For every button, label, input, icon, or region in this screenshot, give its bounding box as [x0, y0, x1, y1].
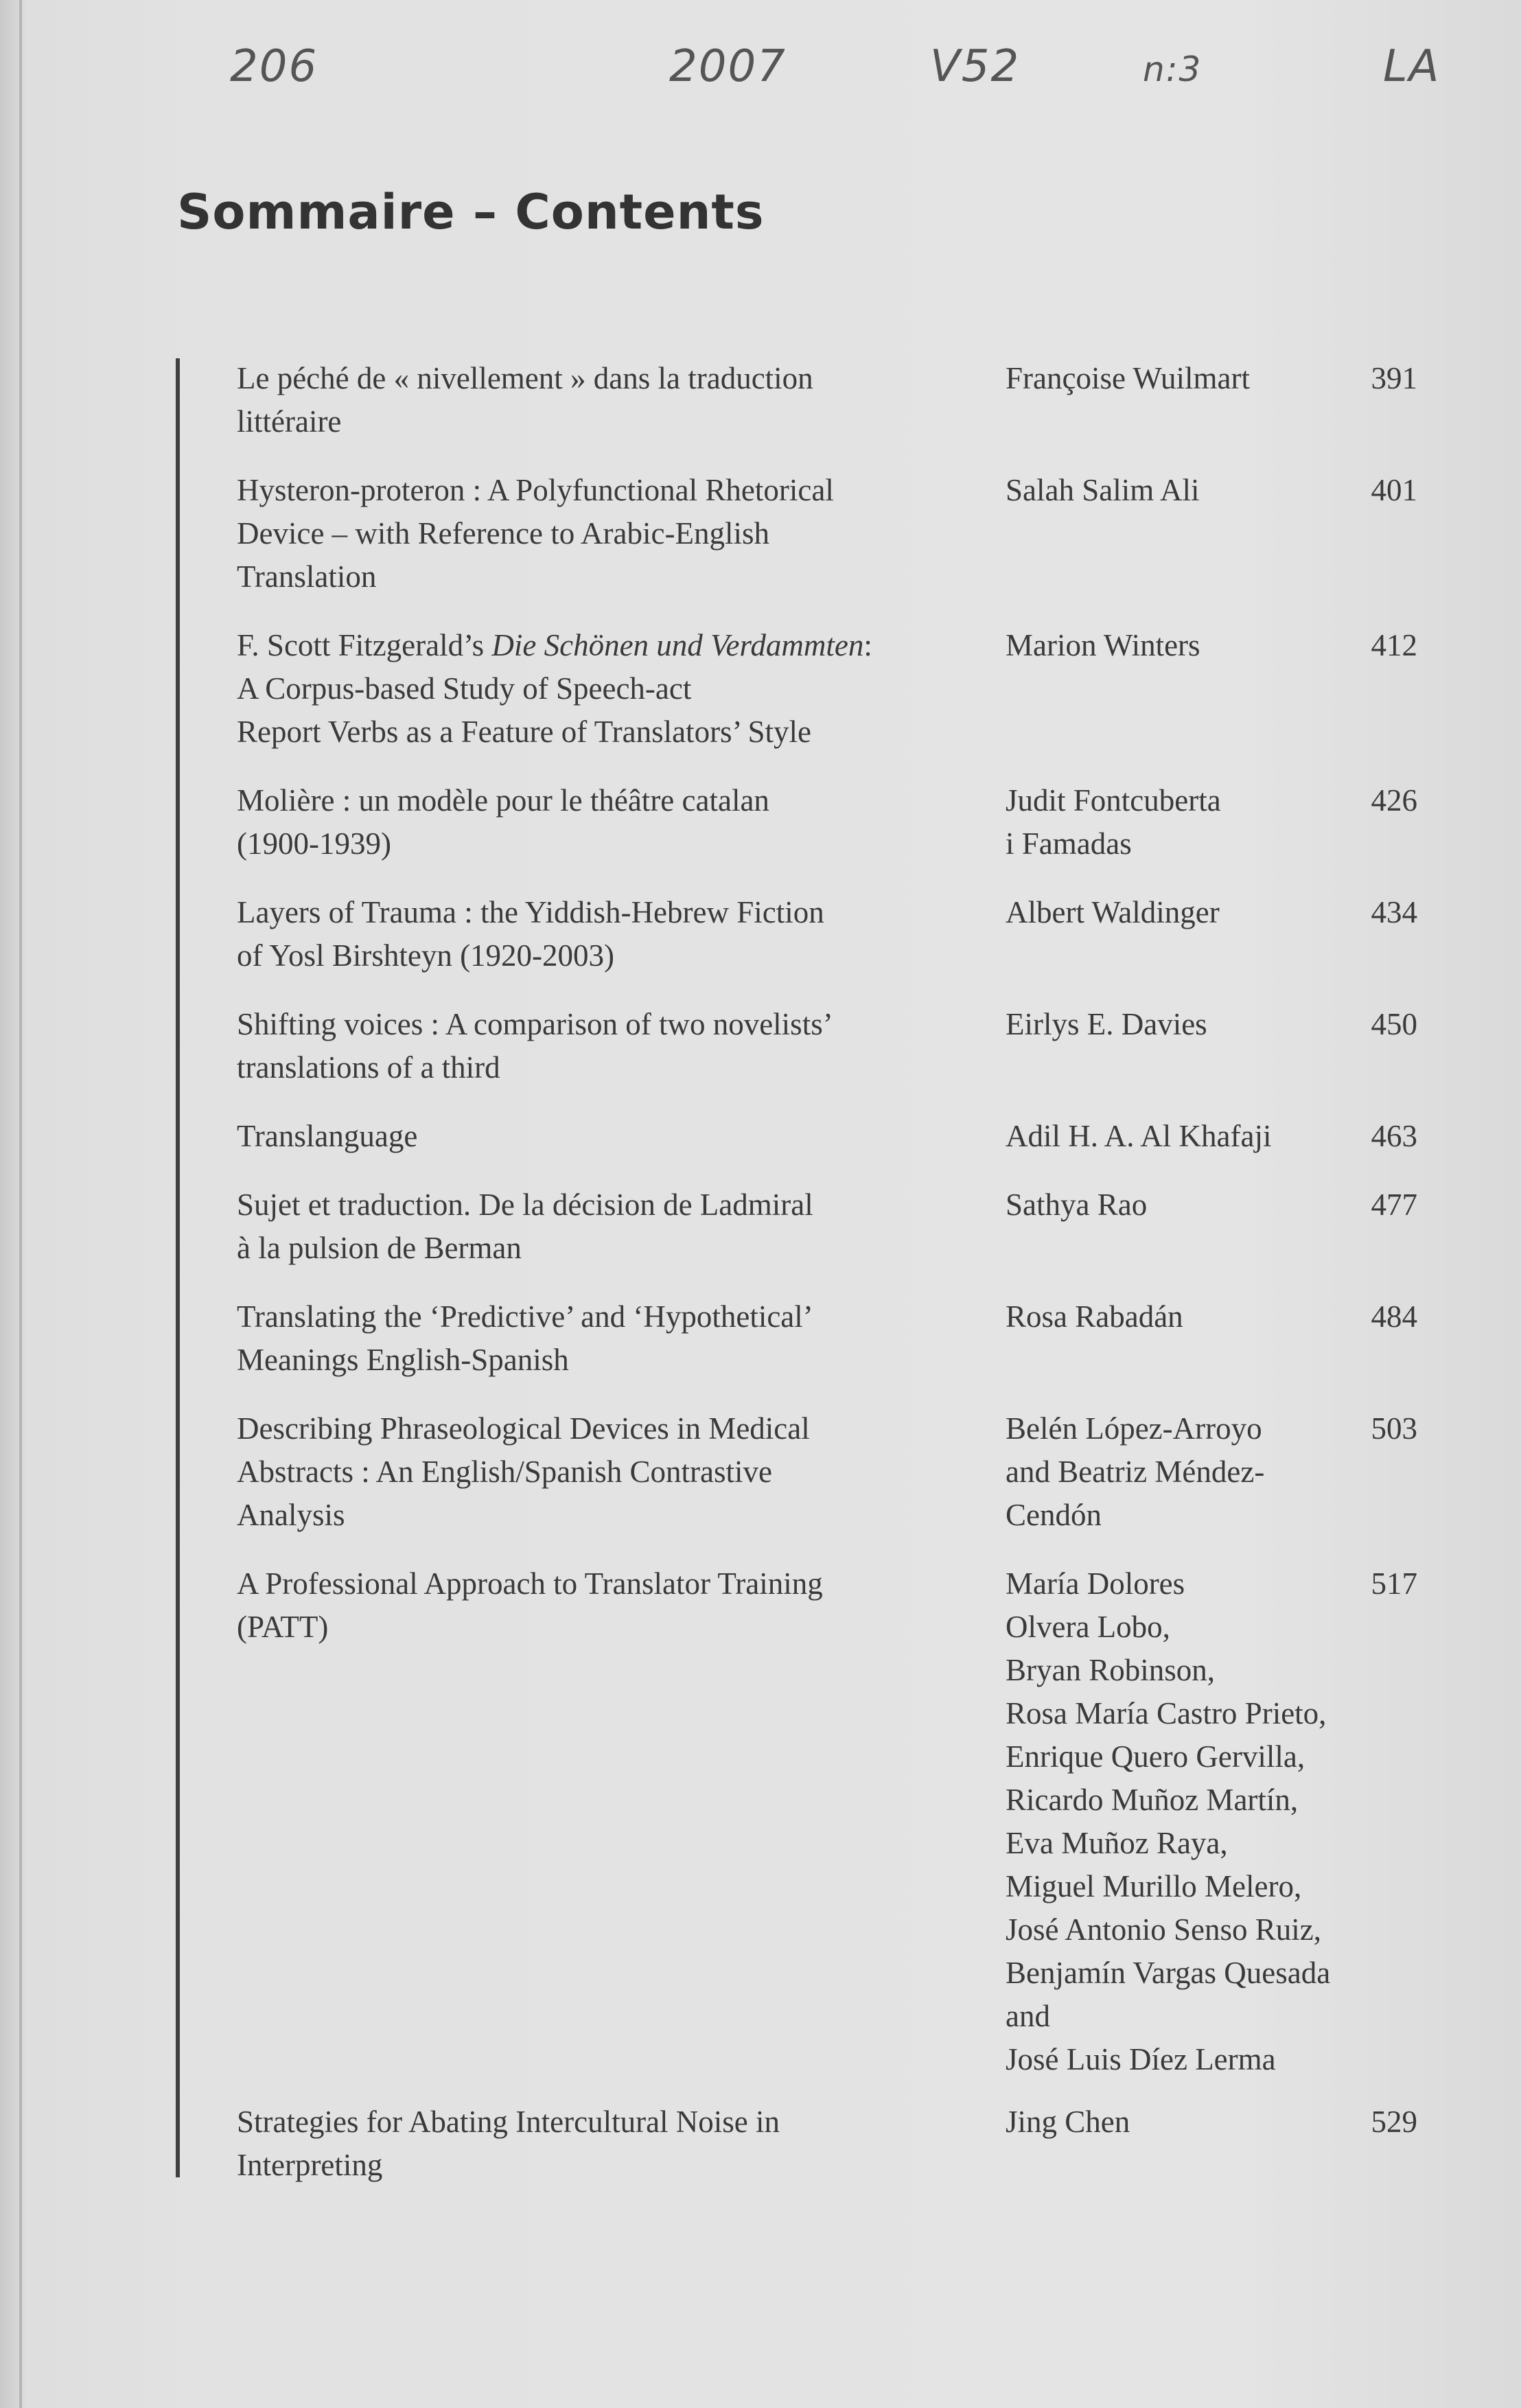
entry-author: Salah Salim Ali	[1006, 473, 1200, 507]
entry-title: Strategies for Abating Intercultural Noise in Interpreting	[237, 2105, 780, 2182]
entry-page: 477	[1371, 1188, 1417, 1222]
entry-author: Sathya Rao	[1006, 1188, 1148, 1222]
handwritten-note: 206	[230, 41, 318, 92]
entry-page: 412	[1371, 628, 1417, 662]
entry-title: Shifting voices : A comparison of two novelists’ translations of a third	[237, 1007, 833, 1085]
toc-entry	[237, 1183, 1417, 1270]
toc-entry	[237, 1562, 1417, 2081]
entry-page: 426	[1371, 783, 1417, 818]
entry-author: Marion Winters	[1006, 628, 1200, 662]
entry-author: Judit Fontcuberta i Famadas	[1006, 783, 1221, 861]
entry-page: 503	[1371, 1411, 1417, 1446]
entry-page: 463	[1371, 1119, 1417, 1153]
toc-entry	[237, 2100, 1417, 2187]
toc-entry	[237, 357, 1417, 443]
entry-title-italic: Die Schönen und Verdammten	[491, 628, 864, 662]
entry-author: Adil H. A. Al Khafaji	[1006, 1119, 1272, 1153]
entry-page: 401	[1371, 473, 1417, 507]
handwritten-note: V52	[930, 41, 1021, 92]
entry-title: Translanguage	[237, 1119, 418, 1153]
entry-author: Eirlys E. Davies	[1006, 1007, 1207, 1041]
entry-title-prefix: F. Scott Fitzgerald’s	[237, 628, 492, 662]
entry-title	[237, 624, 1006, 754]
entry-title: Describing Phraseological Devices in Medical Abstracts : An English/Spanish Contrastive Analysis	[237, 1411, 810, 1532]
handwritten-note: n:3	[1143, 49, 1203, 89]
toc-entry	[237, 624, 1417, 754]
entry-author: Rosa Rabadán	[1006, 1299, 1183, 1334]
entry-author: Belén López-Arroyo and Beatriz Méndez- Cendón	[1006, 1411, 1265, 1532]
toc-entry	[237, 1003, 1417, 1089]
entry-title: A Professional Approach to Translator Training (PATT)	[237, 1566, 823, 1644]
entry-page: 484	[1371, 1299, 1417, 1334]
entry-author: Jing Chen	[1006, 2105, 1130, 2139]
toc-entry	[237, 469, 1417, 599]
entry-title: Layers of Trauma : the Yiddish-Hebrew Fiction of Yosl Birshteyn (1920-2003)	[237, 895, 824, 973]
entry-title: Le péché de « nivellement » dans la traduction littéraire	[237, 361, 813, 439]
entry-author: María Dolores Olvera Lobo, Bryan Robinson, Rosa María Castro Prieto, Enrique Quero Gervilla, Ricardo Muñoz Martín, Eva Muñoz Raya, Miguel Murillo Melero, José Antonio Senso Ruiz, Benjamín Vargas Quesada and José Luis Díez Lerma	[1006, 1566, 1331, 2076]
toc-entry	[237, 1295, 1417, 1382]
entry-title: Sujet et traduction. De la décision de Ladmiral à la pulsion de Berman	[237, 1188, 813, 1265]
entry-title-suffix: : A Corpus-based Study of Speech-act Report Verbs as a Feature of Translators’ Style	[237, 628, 872, 749]
vertical-rule	[176, 358, 180, 2177]
entry-page: 391	[1371, 361, 1417, 395]
entry-page: 517	[1371, 1566, 1417, 1601]
entry-page: 529	[1371, 2105, 1417, 2139]
entry-title: Translating the ‘Predictive’ and ‘Hypothetical’ Meanings English-Spanish	[237, 1299, 813, 1377]
page-title: Sommaire – Contents	[177, 184, 765, 240]
entry-author: Albert Waldinger	[1006, 895, 1220, 929]
toc-entry	[237, 1115, 1417, 1158]
entry-title: Molière : un modèle pour le théâtre catalan (1900-1939)	[237, 783, 769, 861]
entry-author: Françoise Wuilmart	[1006, 361, 1251, 395]
table-of-contents-last	[237, 2100, 1417, 2212]
handwritten-note: LA	[1383, 41, 1441, 92]
toc-entry	[237, 779, 1417, 866]
handwritten-note: 2007	[669, 41, 787, 92]
table-of-contents	[237, 357, 1417, 2107]
toc-entry	[237, 1407, 1417, 1537]
toc-entry	[237, 891, 1417, 977]
binding-edge	[19, 0, 22, 2408]
entry-page: 434	[1371, 895, 1417, 929]
entry-page: 450	[1371, 1007, 1417, 1041]
entry-title: Hysteron-proteron : A Polyfunctional Rhetorical Device – with Reference to Arabic-English Translation	[237, 473, 834, 594]
